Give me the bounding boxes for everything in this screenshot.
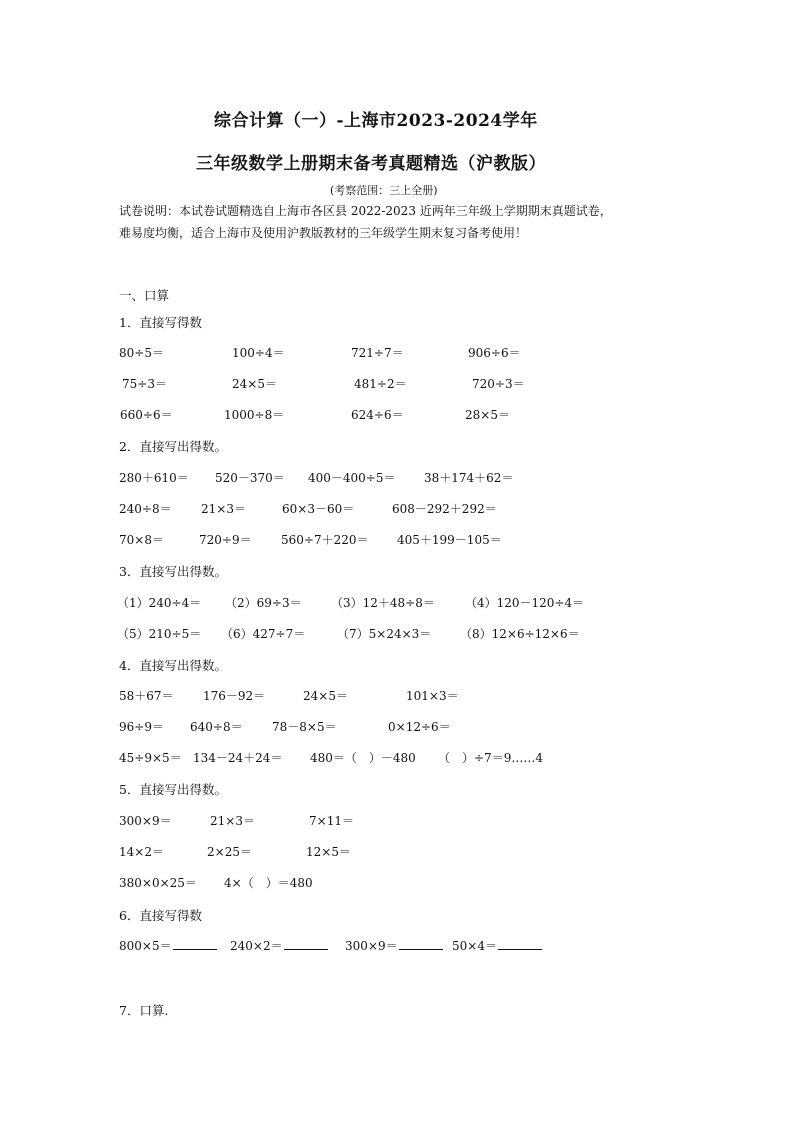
expression: （4）120－120÷4＝ (465, 596, 585, 610)
expression: 24×5＝ (303, 689, 348, 703)
expression: 481÷2＝ (354, 377, 407, 391)
question-title: 5．直接写出得数。 (119, 782, 227, 797)
expression: 21×3＝ (210, 814, 255, 828)
expression: 380×0×25＝ (119, 876, 197, 890)
expression: 96÷9＝ (119, 720, 164, 734)
expression: 4×（ ）＝480 (224, 876, 313, 890)
question-title: 7．口算. (119, 1003, 169, 1018)
expression: （3）12＋48÷8＝ (331, 596, 435, 610)
expression: 720÷9＝ (199, 533, 252, 547)
question-title: 2．直接写出得数。 (119, 439, 227, 454)
expression: 800×5＝ (119, 939, 172, 953)
exam-note-line2: 难易度均衡，适合上海市及使用沪教版教材的三年级学生期末复习备考使用！ (119, 226, 528, 240)
expression: 560÷7＋220＝ (281, 533, 369, 547)
fill-in-item (230, 937, 328, 954)
expression: 12×5＝ (306, 845, 351, 859)
expression: （7）5×24×3＝ (337, 627, 432, 641)
expression: 101×3＝ (406, 689, 459, 703)
page-title-line1: 综合计算（一）-上海市2023-2024学年 (214, 111, 538, 131)
expression: 400－400÷5＝ (308, 471, 396, 485)
page-title-line2: 三年级数学上册期末备考真题精选（沪教版） (196, 154, 546, 174)
expression: 520－370＝ (215, 471, 285, 485)
answer-blank[interactable] (399, 937, 443, 950)
expression: 176－92＝ (203, 689, 266, 703)
answer-blank[interactable] (284, 937, 328, 950)
exam-note-line1: 试卷说明：本试卷试题精选自上海市各区县 2022-2023 近两年三年级上学期期末真题试卷， (119, 204, 612, 218)
expression: 721÷7＝ (351, 346, 404, 360)
question-title: 3．直接写出得数。 (119, 564, 227, 579)
expression: 640÷8＝ (190, 720, 243, 734)
expression: 1000÷8＝ (224, 408, 285, 422)
expression: 300×9＝ (345, 939, 398, 953)
expression: 300×9＝ (119, 814, 172, 828)
question-title: 4．直接写出得数。 (119, 658, 227, 673)
exam-scope: (考察范围：三上全册) (330, 184, 438, 197)
expression: 906÷6＝ (468, 346, 521, 360)
expression: （8）12×6÷12×6＝ (460, 627, 580, 641)
expression: 14×2＝ (119, 845, 164, 859)
question-title: 1．直接写得数 (119, 315, 202, 330)
fill-in-item (452, 937, 542, 954)
expression: 2×25＝ (207, 845, 252, 859)
expression: （1）240÷4＝ (117, 596, 202, 610)
expression: 50×4＝ (452, 939, 497, 953)
expression: （2）69÷3＝ (225, 596, 302, 610)
expression: 45÷9×5＝ (119, 751, 182, 765)
expression: 100÷4＝ (232, 346, 285, 360)
expression: 38＋174＋62＝ (424, 471, 514, 485)
expression: 21×3＝ (201, 502, 246, 516)
expression: 624÷6＝ (351, 408, 404, 422)
expression: 70×8＝ (119, 533, 164, 547)
answer-blank[interactable] (173, 937, 217, 950)
expression: （ ）÷7＝9……4 (438, 751, 543, 765)
expression: 608－292＋292＝ (392, 502, 497, 516)
expression: 0×12÷6＝ (388, 720, 451, 734)
expression: 405＋199－105＝ (397, 533, 502, 547)
expression: 280＋610＝ (119, 471, 189, 485)
fill-in-item (119, 937, 217, 954)
expression: 60×3－60＝ (282, 502, 355, 516)
expression: 720÷3＝ (472, 377, 525, 391)
expression: （5）210÷5＝ (117, 627, 202, 641)
expression: 480＝（ ）－480 (310, 751, 416, 765)
expression: 134－24＋24＝ (193, 751, 283, 765)
expression: 28×5＝ (465, 408, 510, 422)
expression: 240÷8＝ (119, 502, 172, 516)
expression: 78－8×5＝ (272, 720, 337, 734)
expression: 7×11＝ (309, 814, 354, 828)
answer-blank[interactable] (498, 937, 542, 950)
expression: 240×2＝ (230, 939, 283, 953)
expression: （6）427÷7＝ (221, 627, 306, 641)
question-title: 6．直接写得数 (119, 908, 202, 923)
expression: 24×5＝ (232, 377, 277, 391)
section-heading: 一、口算 (119, 288, 170, 303)
expression: 58＋67＝ (119, 689, 174, 703)
fill-in-item (345, 937, 443, 954)
expression: 80÷5＝ (119, 346, 164, 360)
expression: 75÷3＝ (122, 377, 167, 391)
expression: 660÷6＝ (120, 408, 173, 422)
